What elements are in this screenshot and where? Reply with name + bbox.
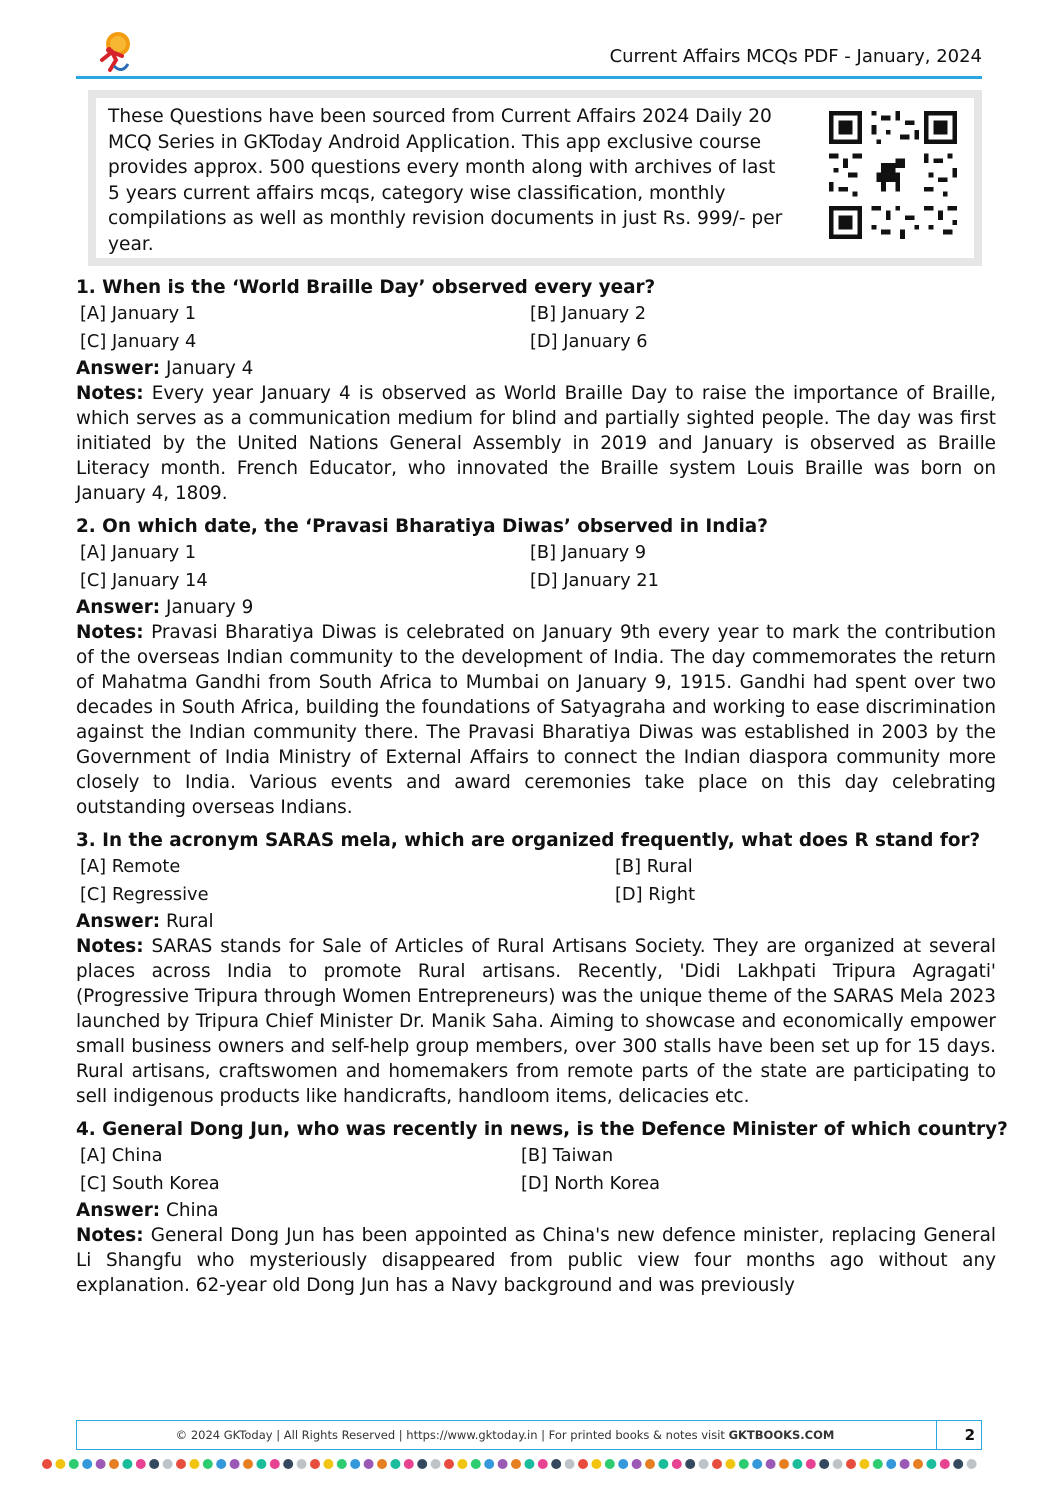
option-b: [B] Taiwan [521,1145,614,1166]
question-block [76,1117,1012,1298]
decorative-dot [364,1459,374,1469]
page-number: 2 [964,1426,975,1444]
decorative-dot [498,1459,508,1469]
decorative-dot [484,1459,494,1469]
option-d: [D] Right [615,884,696,905]
question-title: 2. On which date, the ‘Pravasi Bharatiya Diwas’ observed in India? [76,516,768,537]
option-d: [D] North Korea [521,1173,661,1194]
decorative-dot [806,1459,816,1469]
decorative-dot [270,1459,280,1469]
options-grid [76,300,1012,356]
decorative-dot [297,1459,307,1469]
decorative-dot [819,1459,829,1469]
answer-value: January 4 [166,358,254,379]
decorative-dot [953,1459,963,1469]
answer-label: Answer: [76,911,161,932]
answer-value: China [166,1200,219,1221]
notes-text: General Dong Jun has been appointed as China's new defence minister, replacing General Li Shangfu who mysteriously disappeared from public view four months ago without any explanation. 62-year old Dong Jun has a Navy background and was previously [76,1225,996,1296]
decorative-dot [632,1459,642,1469]
footer [76,1420,982,1450]
question-block [76,514,1012,820]
intro-box [88,90,982,266]
decorative-dot [672,1459,682,1469]
answer-label: Answer: [76,1200,161,1221]
decorative-dot [176,1459,186,1469]
answer-value: January 9 [166,597,254,618]
header-divider [76,76,982,79]
decorative-dot [739,1459,749,1469]
decorative-dot [645,1459,655,1469]
decorative-dot [122,1459,132,1469]
decorative-dot [699,1459,709,1469]
option-a: [A] China [80,1145,163,1166]
question-title: 1. When is the ‘World Braille Day’ observed every year? [76,277,656,298]
answer-line [76,356,1012,381]
notes-text: SARAS stands for Sale of Articles of Rural Artisans Society. They are organized at several places across India to promote Rural artisans. Recently, 'Didi Lakhpati Tripura Agragati' (Progressive Tripura through Women Entrepreneurs) was the unique theme of the SARAS Mela 2023 launched by Tripura Chief Minister Dr. Manik Saha. Aiming to showcase and economically empower small business owners and self-help group members, over 300 stalls have been set up for 15 days. Rural artisans, craftswomen and homemakers from remote parts of the state are participating to sell indigenous products like handicrafts, handloom items, delicacies etc. [76,936,996,1107]
decorative-dot [712,1459,722,1469]
decorative-dot [725,1459,735,1469]
decorative-dot [377,1459,387,1469]
answer-line [76,909,1012,934]
decorative-dot [940,1459,950,1469]
gktoday-logo-icon [92,30,136,78]
option-c: [C] January 4 [80,331,197,352]
decorative-dot [310,1459,320,1469]
decorative-dot [833,1459,843,1469]
notes-label: Notes: [76,622,144,643]
option-b: [B] January 2 [530,303,647,324]
page-header-title: Current Affairs MCQs PDF - January, 2024 [609,46,982,67]
decorative-dots [40,1457,980,1471]
decorative-dot [900,1459,910,1469]
decorative-dot [685,1459,695,1469]
decorative-dot [511,1459,521,1469]
answer-line [76,1198,1012,1223]
decorative-dot [69,1459,79,1469]
decorative-dot [779,1459,789,1469]
answer-label: Answer: [76,358,161,379]
decorative-dot [136,1459,146,1469]
decorative-dot [163,1459,173,1469]
decorative-dot [404,1459,414,1469]
decorative-dot [792,1459,802,1469]
decorative-dot [390,1459,400,1469]
qr-code-icon[interactable] [824,106,962,244]
option-b: [B] Rural [615,856,693,877]
question-title: 3. In the acronym SARAS mela, which are organized frequently, what does R stand for? [76,830,981,851]
footer-brand-link[interactable]: GKTBOOKS.COM [728,1428,835,1442]
notes-label: Notes: [76,936,144,957]
option-c: [C] January 14 [80,570,208,591]
decorative-dot [658,1459,668,1469]
footer-copyright: © 2024 GKToday | All Rights Reserved | https://www.gktoday.in | For printed books & notes visit [175,1428,729,1442]
decorative-dot [323,1459,333,1469]
decorative-dot [524,1459,534,1469]
option-d: [D] January 6 [530,331,648,352]
decorative-dot [42,1459,52,1469]
decorative-dot [471,1459,481,1469]
decorative-dot [417,1459,427,1469]
footer-text [77,1428,933,1442]
decorative-dot [337,1459,347,1469]
question-block [76,275,1012,506]
notes-paragraph [76,381,996,506]
intro-inner [96,98,974,258]
notes-label: Notes: [76,383,144,404]
decorative-dot [216,1459,226,1469]
option-c: [C] Regressive [80,884,209,905]
notes-label: Notes: [76,1225,144,1246]
question-title: 4. General Dong Jun, who was recently in news, is the Defence Minister of which country? [76,1119,1008,1140]
decorative-dot [431,1459,441,1469]
notes-paragraph [76,1223,996,1298]
notes-paragraph [76,934,996,1109]
decorative-dot [859,1459,869,1469]
notes-paragraph [76,620,996,820]
decorative-dot [82,1459,92,1469]
decorative-dot [913,1459,923,1469]
notes-text: Pravasi Bharatiya Diwas is celebrated on January 9th every year to mark the contribution of the overseas Indian community to the development of India. The day commemorates the return of Mahatma Gandhi from South Africa to Mumbai on January 9, 1915. Gandhi had spent over two decades in South Africa, building the foundations of Satyagraha and working to ease discrimination against the Indian community there. The Pravasi Bharatiya Diwas was established in 2003 by the Government of India Ministry of External Affairs to connect the Indian diaspora community more closely to India. Various events and award ceremonies take place on this day celebrating outstanding overseas Indians. [76,622,996,818]
decorative-dot [578,1459,588,1469]
questions-list [76,275,1012,1298]
options-grid [76,1142,1012,1198]
option-a: [A] January 1 [80,303,197,324]
decorative-dot [873,1459,883,1469]
decorative-dot [846,1459,856,1469]
decorative-dot [444,1459,454,1469]
decorative-dot [243,1459,253,1469]
decorative-dot [766,1459,776,1469]
footer-divider [936,1421,937,1449]
option-c: [C] South Korea [80,1173,220,1194]
decorative-dot [149,1459,159,1469]
decorative-dot [256,1459,266,1469]
option-a: [A] Remote [80,856,181,877]
decorative-dot [605,1459,615,1469]
answer-value: Rural [166,911,214,932]
decorative-dot [752,1459,762,1469]
decorative-dot [926,1459,936,1469]
decorative-dot [109,1459,119,1469]
decorative-dot [618,1459,628,1469]
decorative-dot [538,1459,548,1469]
decorative-dot [350,1459,360,1469]
decorative-dot [283,1459,293,1469]
intro-text: These Questions have been sourced from Current Affairs 2024 Daily 20 MCQ Series in GKToday Android Application. This app exclusive course provides approx. 500 questions every month along with archives of last 5 years current affairs mcqs, category wise classification, monthly compilations as well as monthly revision documents in just Rs. 999/- per year. [108,106,783,255]
decorative-dot [591,1459,601,1469]
decorative-dot [189,1459,199,1469]
option-a: [A] January 1 [80,542,197,563]
decorative-dot [457,1459,467,1469]
option-d: [D] January 21 [530,570,659,591]
decorative-dot [551,1459,561,1469]
decorative-dot [565,1459,575,1469]
decorative-dot [886,1459,896,1469]
decorative-dot [55,1459,65,1469]
options-grid [76,853,1012,909]
decorative-dot [230,1459,240,1469]
answer-label: Answer: [76,597,161,618]
answer-line [76,595,1012,620]
decorative-dot [203,1459,213,1469]
option-b: [B] January 9 [530,542,647,563]
notes-text: Every year January 4 is observed as World Braille Day to raise the importance of Braille, which serves as a communication medium for blind and partially sighted people. The day was first initiated by the United Nations General Assembly in 2019 and January is observed as Braille Literacy month. French Educator, who innovated the Braille system Louis Braille was born on January 4, 1809. [76,383,996,504]
options-grid [76,539,1012,595]
question-block [76,828,1012,1109]
decorative-dot [967,1459,977,1469]
decorative-dot [96,1459,106,1469]
